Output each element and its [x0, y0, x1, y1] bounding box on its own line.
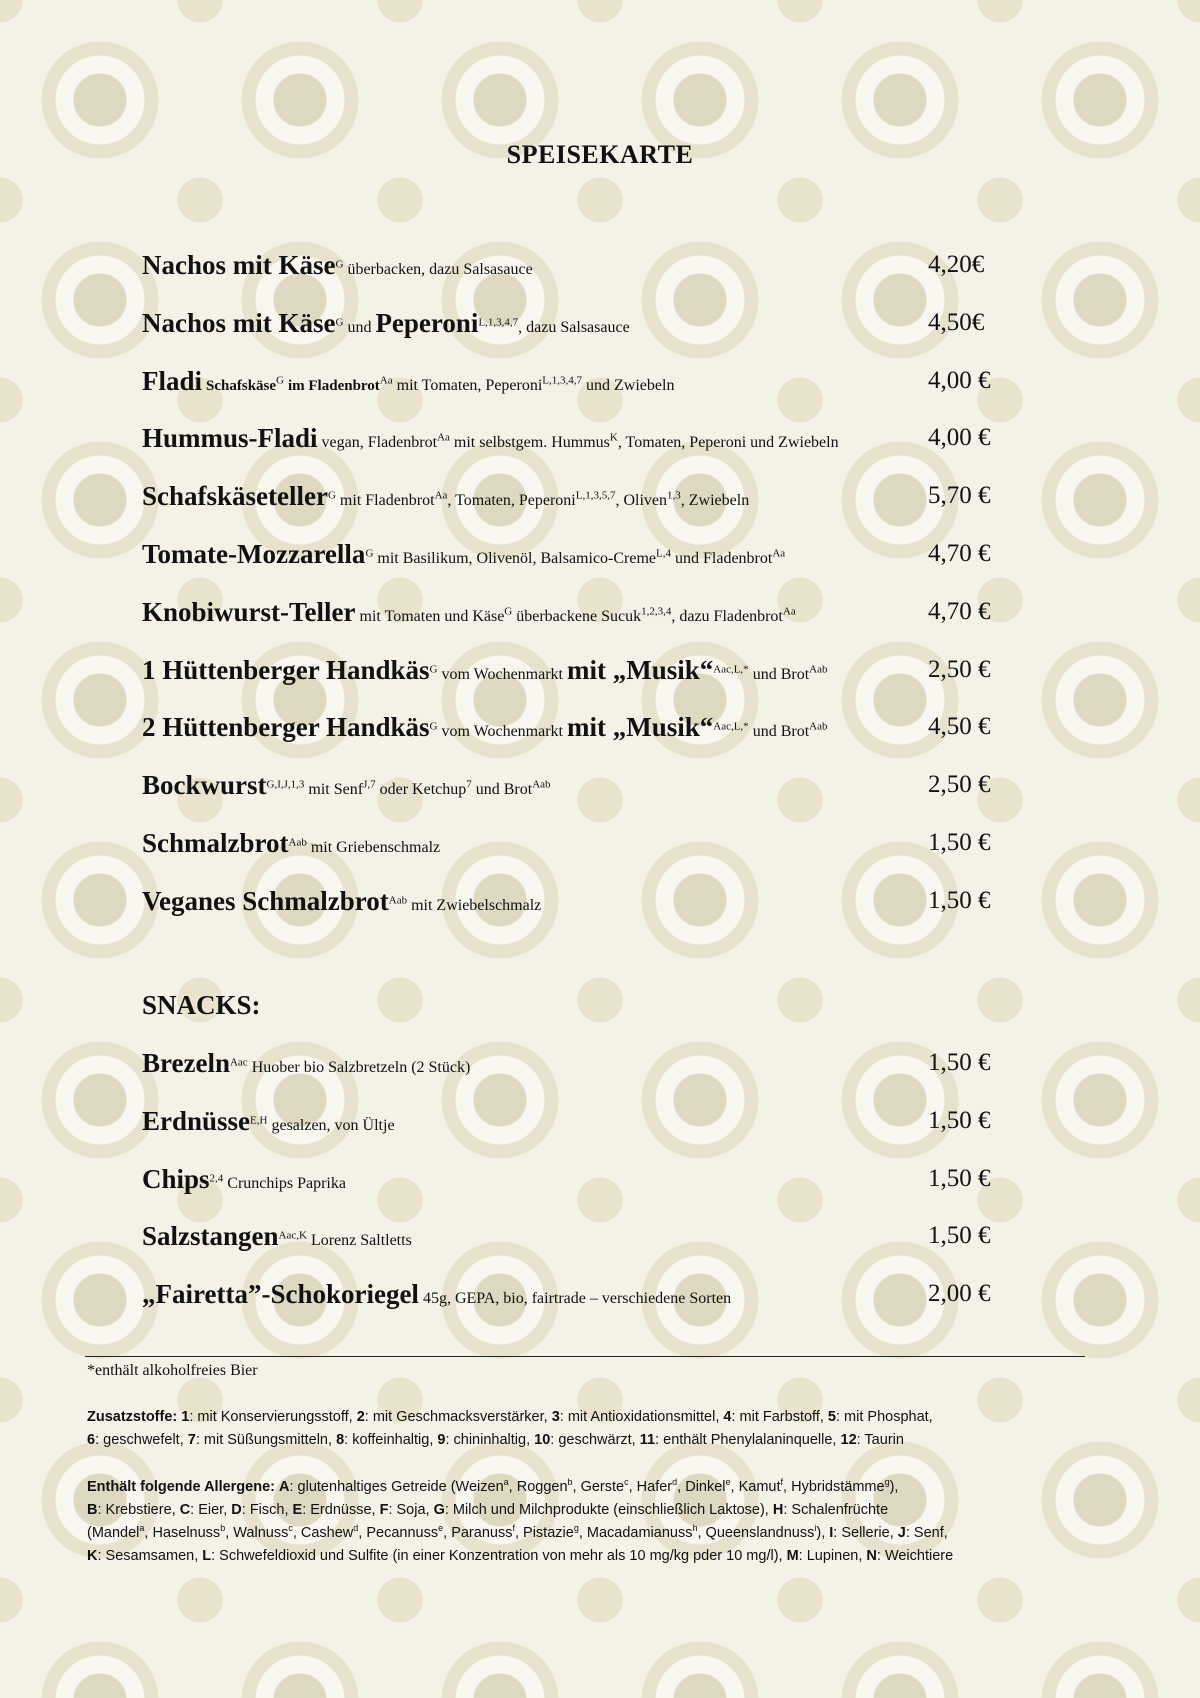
- item-name: Knobiwurst-Teller: [142, 596, 356, 627]
- menu-item: [142, 539, 1012, 597]
- legend-marker: f: [780, 1477, 784, 1488]
- legend-value: : Schwefeldioxid und Sulfite (in einer Konzentration von mehr als 10 mg/kg pder 10 mg/l),: [211, 1548, 787, 1564]
- legend-marker: c: [624, 1477, 629, 1488]
- item-desc: , dazu Fladenbrot: [671, 607, 783, 625]
- legend-value: Gerste: [580, 1479, 625, 1495]
- item-desc: überbackene Sucuk: [516, 607, 642, 625]
- allergen-marker: G: [327, 489, 336, 502]
- item-text: [142, 597, 796, 632]
- legend-key: 5: [827, 1409, 836, 1425]
- item-desc: mit Griebenschmalz: [310, 838, 441, 856]
- menu-item: [142, 481, 1012, 539]
- item-price: 1,50 €: [928, 1106, 991, 1134]
- menu-item: [142, 655, 1012, 713]
- legend-value: Kamut: [738, 1479, 781, 1495]
- allergen-marker: 1,2,3,4: [641, 605, 672, 618]
- legend-label: Enthält folgende Allergene:: [87, 1479, 275, 1495]
- legend-value: : mit Farbstoff,: [731, 1409, 828, 1425]
- legend-key: 2: [356, 1409, 365, 1425]
- legend-value: Hybridstämme: [791, 1479, 885, 1495]
- legend-value: : mit Geschmacksverstärker,: [364, 1409, 552, 1425]
- item-text: [142, 886, 541, 921]
- legend-value: : chininhaltig,: [445, 1432, 535, 1448]
- item-desc: mit Senf: [308, 781, 364, 799]
- legend-marker: g: [884, 1477, 890, 1488]
- footer-divider: [85, 1356, 1085, 1357]
- legend-marker: f: [512, 1523, 515, 1534]
- allergen-marker: Aac,L,*: [713, 721, 749, 734]
- item-name: Schmalzbrot: [142, 827, 289, 858]
- legend-key: H: [772, 1502, 784, 1518]
- legend-key: M: [786, 1548, 799, 1564]
- legend-value: : mit Süßungsmitteln,: [195, 1432, 337, 1448]
- menu-item: [142, 886, 1012, 944]
- legend-value: Cashew: [300, 1525, 354, 1541]
- legend-key: F: [379, 1502, 389, 1518]
- item-desc: , Tomaten, Peperoni und Zwiebeln: [617, 434, 839, 452]
- item-name: Veganes Schmalzbrot: [142, 885, 389, 916]
- allergen-marker: Aa: [379, 374, 393, 387]
- item-desc: , Zwiebeln: [680, 492, 750, 510]
- legend-key: C: [179, 1502, 191, 1518]
- item-price: 1,50 €: [928, 886, 991, 914]
- legend-key: B: [87, 1502, 98, 1518]
- item-desc: und Zwiebeln: [586, 376, 675, 394]
- allergen-marker: Aac,K: [278, 1230, 307, 1243]
- item-price: 4,50€: [928, 308, 985, 336]
- item-desc: mit Basilikum, Olivenöl, Balsamico-Creme: [377, 549, 657, 567]
- legend-marker: e: [725, 1477, 731, 1488]
- allergen-marker: K: [609, 432, 618, 445]
- allergen-marker: G: [335, 258, 344, 271]
- allergen-marker: G: [335, 316, 344, 329]
- legend-marker: a: [503, 1477, 509, 1488]
- menu-item: [142, 1279, 1012, 1337]
- item-name: 2 Hüttenberger Handkäs: [142, 712, 430, 743]
- legend-value: : geschwärzt,: [550, 1432, 640, 1448]
- item-desc: vom Wochenmarkt: [441, 665, 563, 683]
- item-desc: überbacken, dazu Salsasauce: [347, 261, 533, 278]
- item-desc: mit selbstgem. Hummus: [453, 434, 610, 452]
- item-price: 4,70 €: [928, 597, 991, 625]
- menu-item: [142, 423, 1012, 481]
- allergen-marker: L,1,3,4,7: [542, 374, 583, 387]
- allergen-marker: G: [504, 605, 513, 618]
- allergen-marker: Aac: [229, 1056, 248, 1069]
- menu-item: [142, 250, 1012, 308]
- item-text: [142, 539, 785, 574]
- item-name: 1 Hüttenberger Handkäs: [142, 654, 430, 685]
- menu-item: [142, 1106, 1012, 1164]
- legend-marker: b: [220, 1523, 226, 1534]
- legend-key: K: [87, 1548, 98, 1564]
- item-price: 1,50 €: [928, 1164, 991, 1192]
- allergen-marker: Aac,L,*: [713, 663, 749, 676]
- allergen-marker: Aab: [388, 894, 408, 907]
- legend-key: 8: [336, 1432, 345, 1448]
- legend-marker: h: [692, 1523, 698, 1534]
- legend-value: Macadamianuss: [586, 1525, 693, 1541]
- item-text: [142, 1279, 731, 1314]
- legend-key: 10: [534, 1432, 551, 1448]
- legend-key: 7: [187, 1432, 196, 1448]
- legend-value: ),: [889, 1479, 899, 1495]
- item-desc: , dazu Salsasauce: [518, 318, 630, 336]
- item-name: Brezeln: [142, 1048, 230, 1078]
- item-name: Hummus-Fladi: [142, 423, 318, 454]
- item-text: [142, 770, 551, 805]
- item-price: 2,00 €: [928, 1280, 991, 1308]
- menu-item: [142, 366, 1012, 424]
- item-desc: und Brot: [752, 723, 810, 741]
- legend-value: Walnuss: [233, 1525, 289, 1541]
- legend-key: 9: [437, 1432, 446, 1448]
- item-price: 4,00 €: [928, 366, 991, 394]
- legend-value: Roggen: [516, 1479, 568, 1495]
- item-price: 1,50 €: [928, 1222, 991, 1250]
- allergen-marker: L,1,3,5,7: [575, 489, 616, 502]
- legend-value: : mit Antioxidationsmittel,: [559, 1409, 724, 1425]
- item-name: Schafskäseteller: [142, 481, 328, 512]
- item-text: [142, 308, 630, 343]
- main-menu-list: [142, 250, 1012, 944]
- allergen-marker: Aa: [772, 547, 786, 560]
- menu-item: [142, 308, 1012, 366]
- item-name: Fladi: [142, 365, 203, 396]
- menu-item: [142, 770, 1012, 828]
- item-name: mit „Musik“: [566, 654, 714, 685]
- item-name: „Fairetta”-Schokoriegel: [142, 1279, 419, 1310]
- legend-value: Paranuss: [451, 1525, 513, 1541]
- additives-legend: [87, 1406, 1097, 1452]
- allergen-marker: L,4: [656, 547, 671, 560]
- legend-key: 1: [181, 1409, 190, 1425]
- allergen-marker: 2,4: [209, 1172, 224, 1185]
- legend-value: : Soja,: [388, 1502, 434, 1518]
- item-name: Erdnüsse: [142, 1105, 251, 1136]
- allergen-marker: 1,3: [667, 489, 681, 502]
- legend-key: 3: [551, 1409, 560, 1425]
- legend-value: : Sesamsamen,: [97, 1548, 203, 1564]
- item-text: [142, 1048, 470, 1083]
- legend-key: L: [202, 1548, 212, 1564]
- alcohol-footnote: *enthält alkoholfreies Bier: [87, 1362, 258, 1379]
- item-text: [142, 1106, 395, 1141]
- item-price: 1,50 €: [928, 1049, 991, 1076]
- legend-marker: i: [814, 1523, 817, 1534]
- allergen-marker: Aab: [532, 778, 551, 791]
- legend-value: : Lupinen,: [798, 1548, 867, 1564]
- item-name: Nachos mit Käse: [142, 250, 336, 280]
- allergen-marker: E,H: [250, 1114, 268, 1127]
- item-name: Chips: [142, 1163, 210, 1194]
- item-price: 4,50 €: [928, 713, 991, 741]
- item-desc: Crunchips Paprika: [227, 1174, 346, 1192]
- menu-item: [142, 1164, 1012, 1222]
- legend-value: : Fisch,: [241, 1502, 293, 1518]
- legend-key: 11: [639, 1432, 656, 1448]
- item-price: 5,70 €: [928, 482, 991, 510]
- item-desc: und: [347, 318, 372, 336]
- item-desc: Lorenz Saltletts: [310, 1232, 412, 1250]
- legend-value: Dinkel: [685, 1479, 726, 1495]
- item-desc: vom Wochenmarkt: [441, 723, 563, 741]
- legend-key: N: [866, 1548, 877, 1564]
- item-desc: mit Tomaten und Käse: [359, 607, 505, 625]
- allergens-legend: Enthält folgende Allergene: A: glutenhaltiges Getreide (Weizen$^a$, Roggen$^b$, Gerste$^c$, Hafer$^d$, Dinkel$^e$, Kamut$^f$, Hybridstämme$^g$), B: Krebstiere, C: Eier, D: Fisch, E: Erdnüsse, F: Soja, G: Milch und Milchprodukte (einschließlich Laktose), H: Schalenfrüchte (Mandel$^a$, Haselnuss$^b$, Walnuss$^c$, Cashew$^d$, Pecannuss$^e$, Paranuss$^f$, Pistazie$^g$, Macadamianuss$^h$, Queenslandnuss$^i$), I: Sellerie, J: Senf, K: Sesamsamen, L: Schwefeldioxid und Sulfite (in einer Konzentration von mehr als 10 mg/kg pder 10 mg/l), M: Lupinen, N: Weichtiere: [87, 1477, 954, 1564]
- legend-value: : mit Konservierungsstoff,: [189, 1409, 357, 1425]
- allergen-marker: G: [365, 547, 374, 560]
- item-desc: vegan, Fladenbrot: [321, 434, 438, 452]
- item-desc: 45g, GEPA, bio, fairtrade – verschiedene Sorten: [422, 1290, 732, 1308]
- item-text: [142, 366, 674, 401]
- legend-value: : Weichtiere: [876, 1548, 954, 1564]
- snacks-menu-list: [142, 1048, 1012, 1337]
- legend-marker: b: [567, 1477, 573, 1488]
- allergen-marker: Aab: [809, 663, 828, 676]
- legend-value: Queenslandnuss: [705, 1525, 815, 1541]
- allergen-marker: G: [429, 663, 438, 676]
- legend-value: Pistazie: [523, 1525, 574, 1541]
- legend-value: : Milch und Milchprodukte (einschließlich Laktose),: [444, 1502, 773, 1518]
- item-desc: mit Zwiebelschmalz: [411, 896, 542, 914]
- allergen-marker: 7: [466, 778, 472, 791]
- item-text: [142, 1221, 412, 1256]
- item-text: [142, 1164, 346, 1199]
- item-desc: und Fladenbrot: [675, 549, 773, 567]
- menu-item: [142, 712, 1012, 770]
- item-text: [142, 423, 839, 458]
- allergen-marker: G: [276, 374, 284, 387]
- snacks-heading: SNACKS:: [142, 990, 261, 1020]
- legend-value: : Eier,: [190, 1502, 232, 1518]
- legend-marker: a: [139, 1523, 145, 1534]
- menu-item: [142, 828, 1012, 886]
- item-desc: mit Tomaten, Peperoni: [396, 376, 543, 394]
- legend-key: J: [897, 1525, 906, 1541]
- legend-marker: d: [672, 1477, 678, 1488]
- item-price: 1,50 €: [928, 828, 991, 856]
- item-text: [142, 712, 827, 747]
- legend-marker: d: [353, 1523, 359, 1534]
- item-desc: gesalzen, von Ültje: [271, 1116, 395, 1134]
- legend-value: : glutenhaltiges Getreide (: [289, 1479, 456, 1495]
- legend-value: : koffeinhaltig,: [344, 1432, 438, 1448]
- item-price: 2,50 €: [928, 655, 991, 683]
- legend-value: : Schalenfrüchte: [783, 1502, 889, 1518]
- item-desc: und Brot: [752, 665, 810, 683]
- item-name: Salzstangen: [142, 1221, 279, 1252]
- item-subtitle: Schafskäse: [206, 377, 277, 394]
- legend-value: Weizen: [455, 1479, 504, 1495]
- legend-key: E: [292, 1502, 303, 1518]
- item-subtitle: im Fladenbrot: [287, 377, 380, 394]
- item-name: Bockwurst: [142, 770, 267, 801]
- allergen-marker: Aa: [437, 432, 450, 445]
- legend-key: 6: [87, 1432, 96, 1448]
- legend-marker: c: [288, 1523, 293, 1534]
- legend-key: I: [829, 1525, 834, 1541]
- item-name: Nachos mit Käse: [142, 307, 336, 338]
- item-desc: , Tomaten, Peperoni: [447, 492, 576, 510]
- allergen-marker: Aab: [809, 721, 828, 734]
- allergen-marker: G,I,J,1,3: [266, 778, 305, 791]
- item-text: [142, 250, 533, 285]
- legend-value: : enthält Phenylalaninquelle,: [655, 1432, 841, 1448]
- legend-key: 12: [840, 1432, 857, 1448]
- item-desc: oder Ketchup: [379, 781, 467, 799]
- allergen-marker: Aab: [288, 836, 307, 849]
- allergen-marker: L,1,3,4,7: [478, 316, 519, 329]
- allergen-marker: J,7: [363, 778, 376, 791]
- item-desc: und Brot: [475, 781, 533, 799]
- menu-item: [142, 1048, 1012, 1106]
- legend-key: D: [231, 1502, 242, 1518]
- legend-value: : Senf,: [905, 1525, 948, 1541]
- item-price: 2,50 €: [928, 771, 991, 799]
- legend-value: : mit Phosphat,: [835, 1409, 933, 1425]
- item-text: [142, 655, 827, 690]
- legend-value: : geschwefelt,: [95, 1432, 188, 1448]
- legend-label: Zusatzstoffe:: [87, 1409, 178, 1425]
- legend-key: 4: [723, 1409, 732, 1425]
- legend-value: : Erdnüsse,: [302, 1502, 380, 1518]
- allergen-marker: Aa: [782, 605, 796, 618]
- legend-value: : Sellerie,: [833, 1525, 898, 1541]
- legend-value: ),: [816, 1525, 830, 1541]
- legend-value: Mandel: [91, 1525, 140, 1541]
- legend-marker: g: [573, 1523, 579, 1534]
- item-price: 4,00 €: [928, 424, 991, 452]
- allergen-marker: G: [429, 721, 438, 734]
- item-desc: , Oliven: [615, 492, 668, 510]
- legend-marker: e: [438, 1523, 444, 1534]
- menu-item: [142, 597, 1012, 655]
- item-desc: mit Fladenbrot: [339, 492, 435, 510]
- legend-value: : Krebstiere,: [97, 1502, 180, 1518]
- item-name: Tomate-Mozzarella: [142, 538, 366, 569]
- item-price: 4,20€: [928, 251, 985, 278]
- legend-value: : Taurin: [856, 1432, 904, 1448]
- item-text: [142, 481, 749, 516]
- page-title: SPEISEKARTE: [506, 140, 694, 169]
- legend-value: Hafer: [636, 1479, 673, 1495]
- legend-key: G: [433, 1502, 445, 1518]
- menu-item: [142, 1221, 1012, 1279]
- item-desc: Huober bio Salzbretzeln (2 Stück): [251, 1059, 471, 1076]
- legend-value: Haselnuss: [152, 1525, 221, 1541]
- item-name: mit „Musik“: [566, 712, 714, 743]
- item-text: [142, 828, 440, 863]
- item-price: 4,70 €: [928, 539, 991, 567]
- legend-key: A: [279, 1479, 290, 1495]
- allergen-marker: Aa: [434, 489, 448, 502]
- item-name: Peperoni: [375, 307, 479, 338]
- legend-value: Pecannuss: [366, 1525, 439, 1541]
